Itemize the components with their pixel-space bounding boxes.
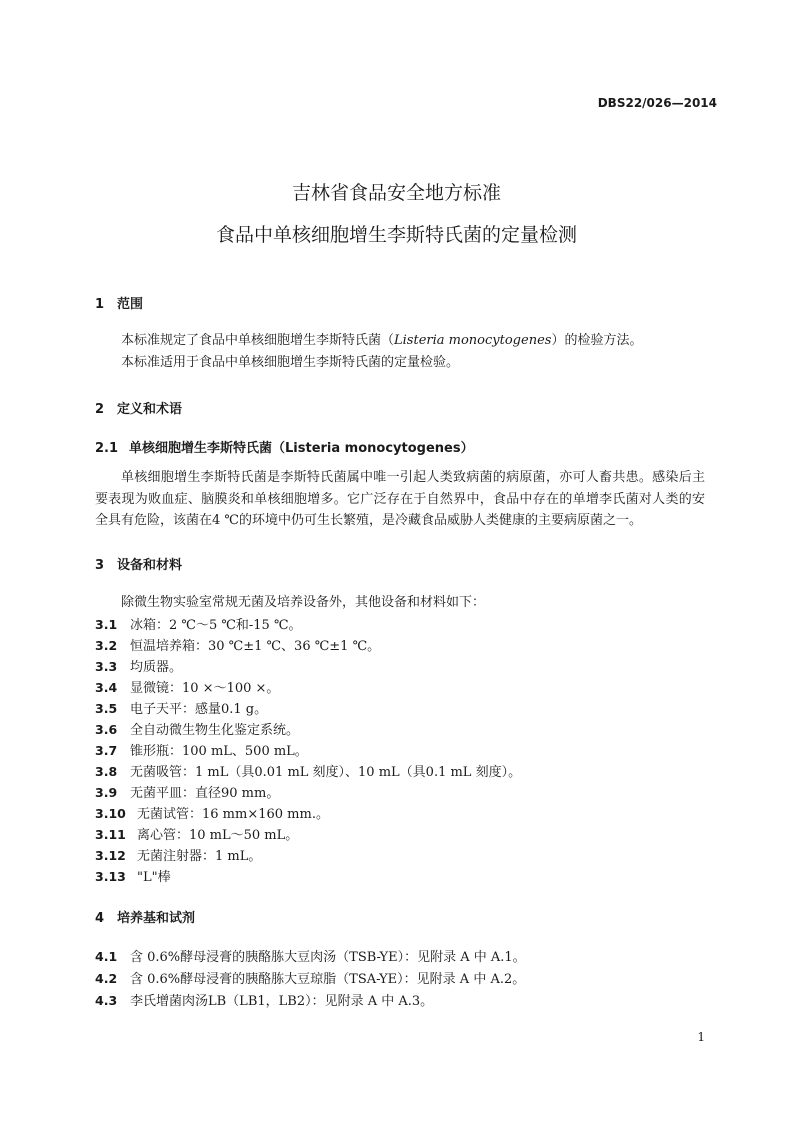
- section-2-1-paragraph: 单核细胞增生李斯特氏菌是李斯特氏菌属中唯一引起人类致病菌的病原菌，亦可人畜共患。感染后主要表现为败血症、脑膜炎和单核细胞增多。它广泛存在于自然界中，食品中存在的单增李氏菌对人类的安全具有危险，该菌在4 ℃的环境中仍可生长繁殖，是冷藏食品威胁人类健康的主要病原菌之一。: [95, 470, 705, 528]
- section-1-paragraph-2: 本标准适用于食品中单核细胞增生李斯特氏菌的定量检验。: [121, 355, 460, 370]
- item-text: 锥形瓶：100 mL、500 mL。: [130, 744, 308, 759]
- item-number: 3.4: [95, 680, 118, 695]
- document-title-line1: 吉林省食品安全地方标准: [291, 182, 501, 204]
- item-text: 电子天平：感量0.1 g。: [130, 702, 268, 717]
- section-1-paragraph-1: [95, 330, 705, 352]
- text-segment: ）的检验方法。: [551, 333, 643, 348]
- section-number: 3: [95, 558, 105, 573]
- item-text: 李氏增菌肉汤LB（LB1，LB2）：见附录 A 中 A.3。: [130, 994, 434, 1009]
- list-item: [95, 635, 380, 654]
- item-number: 4.3: [95, 993, 118, 1008]
- list-item: [95, 740, 308, 759]
- section-number: 2: [95, 402, 105, 417]
- subsection-number: 2.1: [95, 441, 119, 456]
- item-number: 3.12: [95, 848, 126, 863]
- section-2-heading: [95, 398, 182, 417]
- section-4-heading: [95, 907, 195, 926]
- item-text: "L"棒: [137, 870, 171, 885]
- item-number: 3.7: [95, 743, 118, 758]
- item-text: 冰箱：2 ℃～5 ℃和-15 ℃。: [130, 618, 302, 633]
- item-text: 显微镜：10 ×～100 ×。: [130, 681, 280, 696]
- section-title: 范围: [117, 297, 144, 312]
- section-number: 1: [95, 297, 105, 312]
- item-number: 3.2: [95, 638, 118, 653]
- item-number: 3.9: [95, 785, 118, 800]
- standard-code: DBS22/026—2014: [597, 96, 717, 110]
- list-item: [95, 968, 525, 987]
- section-3-heading: [95, 554, 182, 573]
- item-number: 3.5: [95, 701, 118, 716]
- list-item: [95, 824, 298, 843]
- item-number: 3.1: [95, 617, 118, 632]
- subsection-2-1-heading: [95, 437, 474, 456]
- document-title-line2: 食品中单核细胞增生李斯特氏菌的定量检测: [215, 224, 577, 246]
- subsection-title: 单核细胞增生李斯特氏菌（Listeria monocytogenes）: [129, 441, 474, 456]
- section-1-heading: [95, 293, 143, 312]
- page-number: 1: [697, 1030, 705, 1044]
- section-number: 4: [95, 911, 105, 926]
- list-item: [95, 803, 329, 822]
- item-number: 3.13: [95, 869, 126, 884]
- item-number: 3.6: [95, 722, 118, 737]
- list-item: [95, 782, 279, 801]
- item-text: 无菌吸管：1 mL（具0.01 mL 刻度）、10 mL（具0.1 mL 刻度）。: [130, 765, 522, 780]
- item-text: 全自动微生物生化鉴定系统。: [130, 723, 300, 738]
- item-text: 无菌平皿：直径90 mm。: [130, 786, 280, 801]
- item-text: 无菌试管：16 mm×160 mm.。: [137, 807, 329, 822]
- item-number: 3.3: [95, 659, 118, 674]
- list-item: [95, 866, 171, 885]
- item-text: 含 0.6%酵母浸膏的胰酪胨大豆琼脂（TSA-YE）：见附录 A 中 A.2。: [130, 972, 526, 987]
- section-3-intro: 除微生物实验室常规无菌及培养设备外，其他设备和材料如下：: [121, 595, 486, 610]
- list-item: [95, 990, 433, 1009]
- section-title: 培养基和试剂: [117, 911, 196, 926]
- item-text: 含 0.6%酵母浸膏的胰酪胨大豆肉汤（TSB-YE）：见附录 A 中 A.1。: [130, 950, 526, 965]
- item-text: 无菌注射器：1 mL。: [137, 849, 262, 864]
- item-number: 4.1: [95, 949, 118, 964]
- list-item: [95, 677, 279, 696]
- item-number: 3.11: [95, 827, 126, 842]
- item-number: 3.10: [95, 806, 126, 821]
- item-text: 离心管：10 mL～50 mL。: [137, 828, 299, 843]
- item-text: 恒温培养箱：30 ℃±1 ℃、36 ℃±1 ℃。: [130, 639, 381, 654]
- list-item: [95, 719, 299, 738]
- section-title: 定义和术语: [117, 402, 183, 417]
- section-title: 设备和材料: [117, 558, 183, 573]
- item-text: 均质器。: [130, 660, 183, 675]
- list-item: [95, 614, 302, 633]
- list-item: [95, 845, 261, 864]
- species-name-italic: Listeria monocytogenes: [394, 333, 552, 348]
- item-number: 4.2: [95, 971, 118, 986]
- list-item: [95, 946, 526, 965]
- list-item: [95, 656, 182, 675]
- item-number: 3.8: [95, 764, 118, 779]
- list-item: [95, 761, 521, 780]
- text-segment: 本标准规定了食品中单核细胞增生李斯特氏菌（: [121, 333, 395, 348]
- list-item: [95, 698, 267, 717]
